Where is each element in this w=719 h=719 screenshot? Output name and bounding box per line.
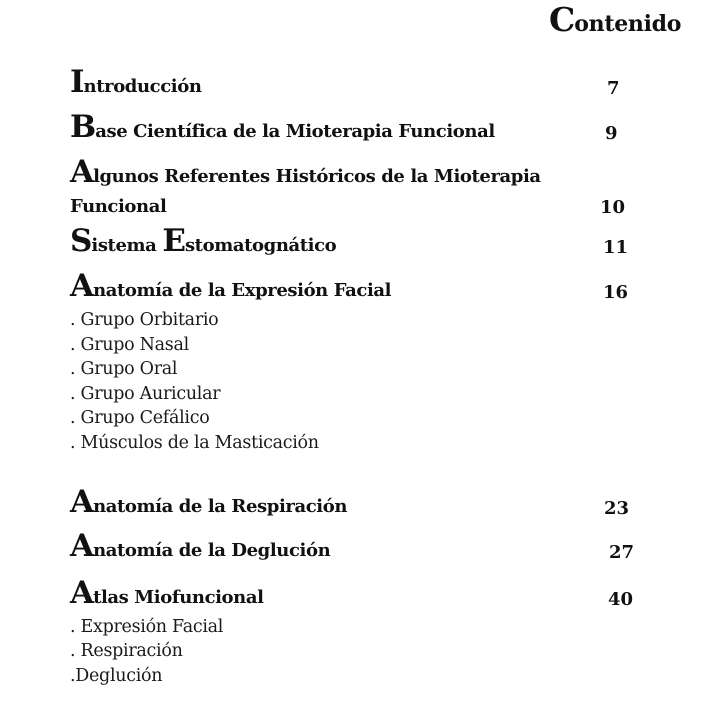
page-number: 23 <box>604 498 630 519</box>
page-number: 11 <box>603 237 629 258</box>
entry-initial: A <box>70 484 94 520</box>
toc-entry-base-cientifica[interactable] <box>70 109 495 145</box>
page-number: 16 <box>603 282 629 303</box>
page-number: 7 <box>607 78 620 99</box>
entry-label: lgunos Referentes Históricos de la Mioterapia <box>93 166 541 187</box>
title-rest: ontenido <box>574 11 682 37</box>
entry-initial: A <box>70 575 94 611</box>
sub-item[interactable]: . Respiración <box>70 641 183 661</box>
entry-initial: A <box>70 154 94 190</box>
entry-initial: A <box>70 528 94 564</box>
title-initial: C <box>549 0 575 39</box>
page-title <box>549 0 681 39</box>
toc-entry-deglucion[interactable] <box>70 528 330 564</box>
entry-label: ntroducción <box>83 76 202 97</box>
sub-item[interactable]: . Grupo Orbitario <box>70 310 219 330</box>
entry-label: natomía de la Deglución <box>93 540 331 561</box>
sub-item[interactable]: . Grupo Oral <box>70 359 178 379</box>
sub-item[interactable]: . Expresión Facial <box>70 617 224 637</box>
entry-label: natomía de la Expresión Facial <box>93 280 392 301</box>
sub-item[interactable]: . Grupo Cefálico <box>70 408 210 428</box>
page-number: 27 <box>609 542 635 563</box>
toc-entry-expresion-facial[interactable] <box>70 268 391 304</box>
entry-initial: B <box>70 109 96 145</box>
entry-label: tlas Miofuncional <box>93 587 264 608</box>
entry-label-continued: Funcional <box>70 196 167 217</box>
sub-item[interactable]: . Grupo Auricular <box>70 384 221 404</box>
sub-item[interactable]: . Grupo Nasal <box>70 335 189 355</box>
toc-entry-atlas-miofuncional[interactable] <box>70 575 264 611</box>
page-number: 9 <box>605 123 618 144</box>
entry-initial: I <box>70 64 84 100</box>
entry-label: istema <box>91 235 163 256</box>
toc-entry-respiracion[interactable] <box>70 484 347 520</box>
toc-entry-introduccion[interactable] <box>70 64 202 100</box>
entry-label: ase Científica de la Mioterapia Funcional <box>95 121 495 142</box>
toc-entry-sistema-estomatognatico[interactable] <box>70 223 336 259</box>
toc-entry-referentes-historicos[interactable] <box>70 154 541 190</box>
entry-label: stomatognático <box>184 235 337 256</box>
page-number: 40 <box>608 589 634 610</box>
entry-label: natomía de la Respiración <box>93 496 348 517</box>
entry-initial: A <box>70 268 94 304</box>
entry-initial: E <box>162 223 185 259</box>
sub-item[interactable]: . Músculos de la Masticación <box>70 433 319 453</box>
page-number: 10 <box>600 197 626 218</box>
sub-item[interactable]: .Deglución <box>70 666 163 686</box>
entry-initial: S <box>70 223 92 259</box>
